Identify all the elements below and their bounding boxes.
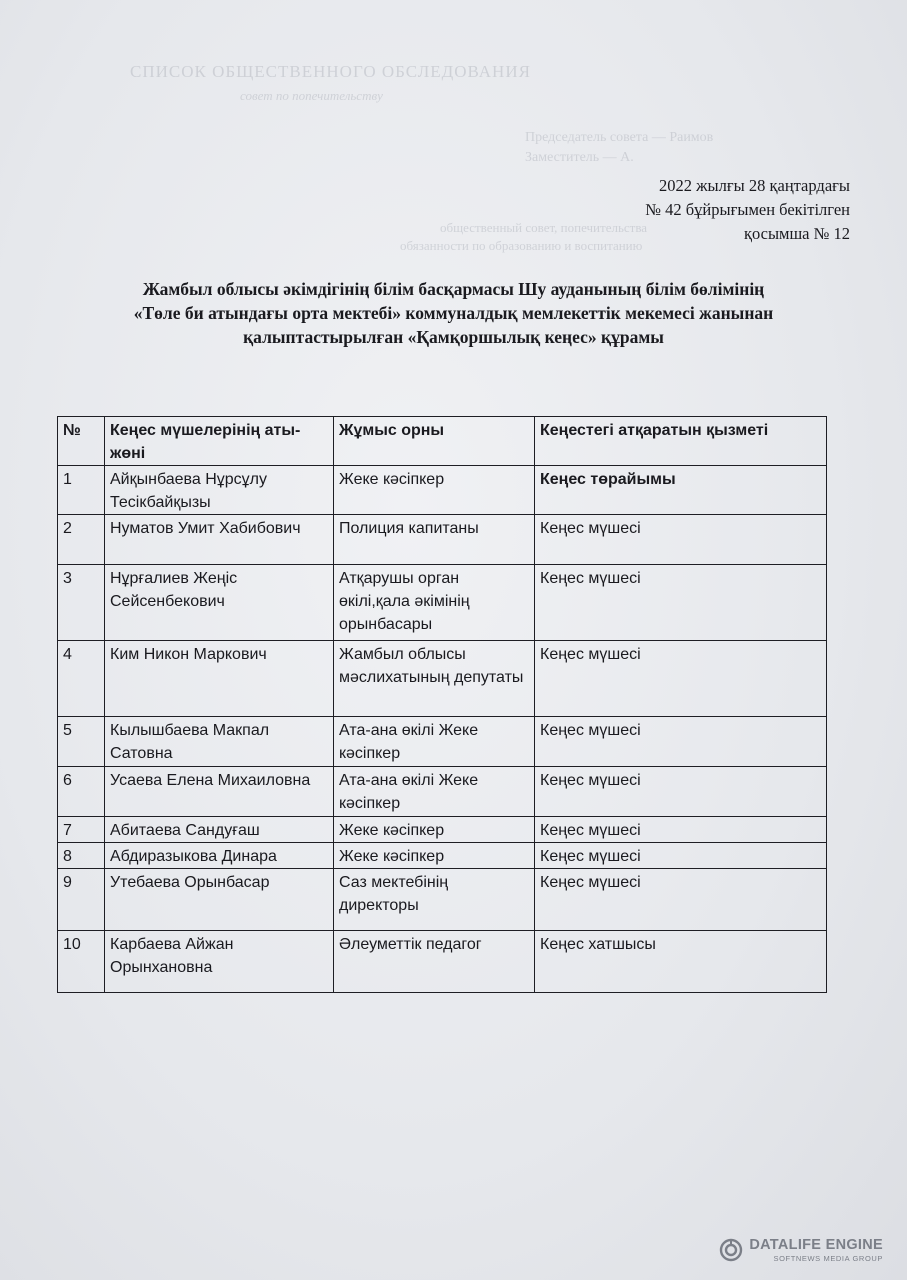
title-line-3: қалыптастырылған «Қамқоршылық кеңес» құрамы [243,327,664,347]
row-num: 6 [58,767,105,817]
members-table [57,416,827,993]
row-job: Полиция капитаны [334,515,535,565]
bleed-through-text: СПИСОК ОБЩЕСТВЕННОГО ОБСЛЕДОВАНИЯ [130,62,531,81]
row-name: Нуматов Умит Хабибович [105,515,334,565]
table-header-row [58,417,827,466]
watermark [719,1238,883,1262]
row-role: Кеңес мүшесі [535,641,827,717]
row-name: Айқынбаева Нұрсұлу Тесікбайқызы [105,466,334,515]
header-num: № [58,417,105,466]
row-num: 2 [58,515,105,565]
row-name: Карбаева Айжан Орынхановна [105,931,334,993]
table-row [58,817,827,843]
table-row [58,515,827,565]
row-num: 10 [58,931,105,993]
row-job: Саз мектебінің директоры [334,869,535,931]
header-name: Кеңес мүшелерінің аты-жөні [105,417,334,466]
approval-appendix: қосымша № 12 [743,224,850,243]
table-row [58,869,827,931]
row-role: Кеңес төрайымы [535,466,827,515]
row-role: Кеңес мүшесі [535,869,827,931]
title-line-1: Жамбыл облысы әкімдігінің білім басқармасы Шу ауданының білім бөлімінің [142,279,765,299]
watermark-title: DATALIFE ENGINE [749,1237,883,1253]
approval-note [645,174,850,246]
row-name: Утебаева Орынбасар [105,869,334,931]
table-row [58,931,827,993]
row-role: Кеңес мүшесі [535,565,827,641]
header-role: Кеңестегі атқаратын қызметі [535,417,827,466]
datalife-logo-icon [719,1238,743,1262]
bleed-through-text: общественный совет, попечительства [440,220,648,235]
row-role: Кеңес мүшесі [535,515,827,565]
row-job: Әлеуметтік педагог [334,931,535,993]
row-name: Абитаева Сандуғаш [105,817,334,843]
table-row [58,565,827,641]
bleed-through-text: совет по попечительству [240,88,383,103]
row-num: 1 [58,466,105,515]
document-title [30,277,877,349]
table-row [58,843,827,869]
row-job: Атқарушы орган өкілі,қала әкімінің орынбасары [334,565,535,641]
bleed-through-text: обязанности по образованию и воспитанию [400,238,643,253]
title-line-2: «Төле би атындағы орта мектебі» коммуналдық мемлекеттік мекемесі жанынан [133,303,774,323]
row-role: Кеңес мүшесі [535,817,827,843]
row-role: Кеңес хатшысы [535,931,827,993]
table-row [58,767,827,817]
header-job: Жұмыс орны [334,417,535,466]
row-role: Кеңес мүшесі [535,717,827,767]
row-num: 7 [58,817,105,843]
watermark-subtitle: SOFTNEWS MEDIA GROUP [773,1253,883,1263]
table-row [58,641,827,717]
row-num: 3 [58,565,105,641]
row-job: Жеке кәсіпкер [334,466,535,515]
bleed-through-text: Председатель совета — Раимов [525,130,714,145]
row-name: Абдиразыкова Динара [105,843,334,869]
row-num: 8 [58,843,105,869]
bleed-through-text: Заместитель — А. [525,150,634,165]
row-job: Жеке кәсіпкер [334,843,535,869]
row-job: Жеке кәсіпкер [334,817,535,843]
row-role: Кеңес мүшесі [535,843,827,869]
row-name: Ким Никон Маркович [105,641,334,717]
row-role: Кеңес мүшесі [535,767,827,817]
approval-date: 2022 жылғы 28 қаңтардағы [659,176,850,195]
row-num: 4 [58,641,105,717]
row-num: 9 [58,869,105,931]
row-job: Жамбыл облысы мәслихатының депутаты [334,641,535,717]
row-num: 5 [58,717,105,767]
approval-order: № 42 бұйрығымен бекітілген [645,200,850,219]
row-name: Усаева Елена Михаиловна [105,767,334,817]
row-job: Ата-ана өкілі Жеке кәсіпкер [334,717,535,767]
table-row [58,717,827,767]
row-job: Ата-ана өкілі Жеке кәсіпкер [334,767,535,817]
row-name: Кылышбаева Макпал Сатовна [105,717,334,767]
table-row [58,466,827,515]
row-name: Нұрғалиев Жеңіс Сейсенбекович [105,565,334,641]
